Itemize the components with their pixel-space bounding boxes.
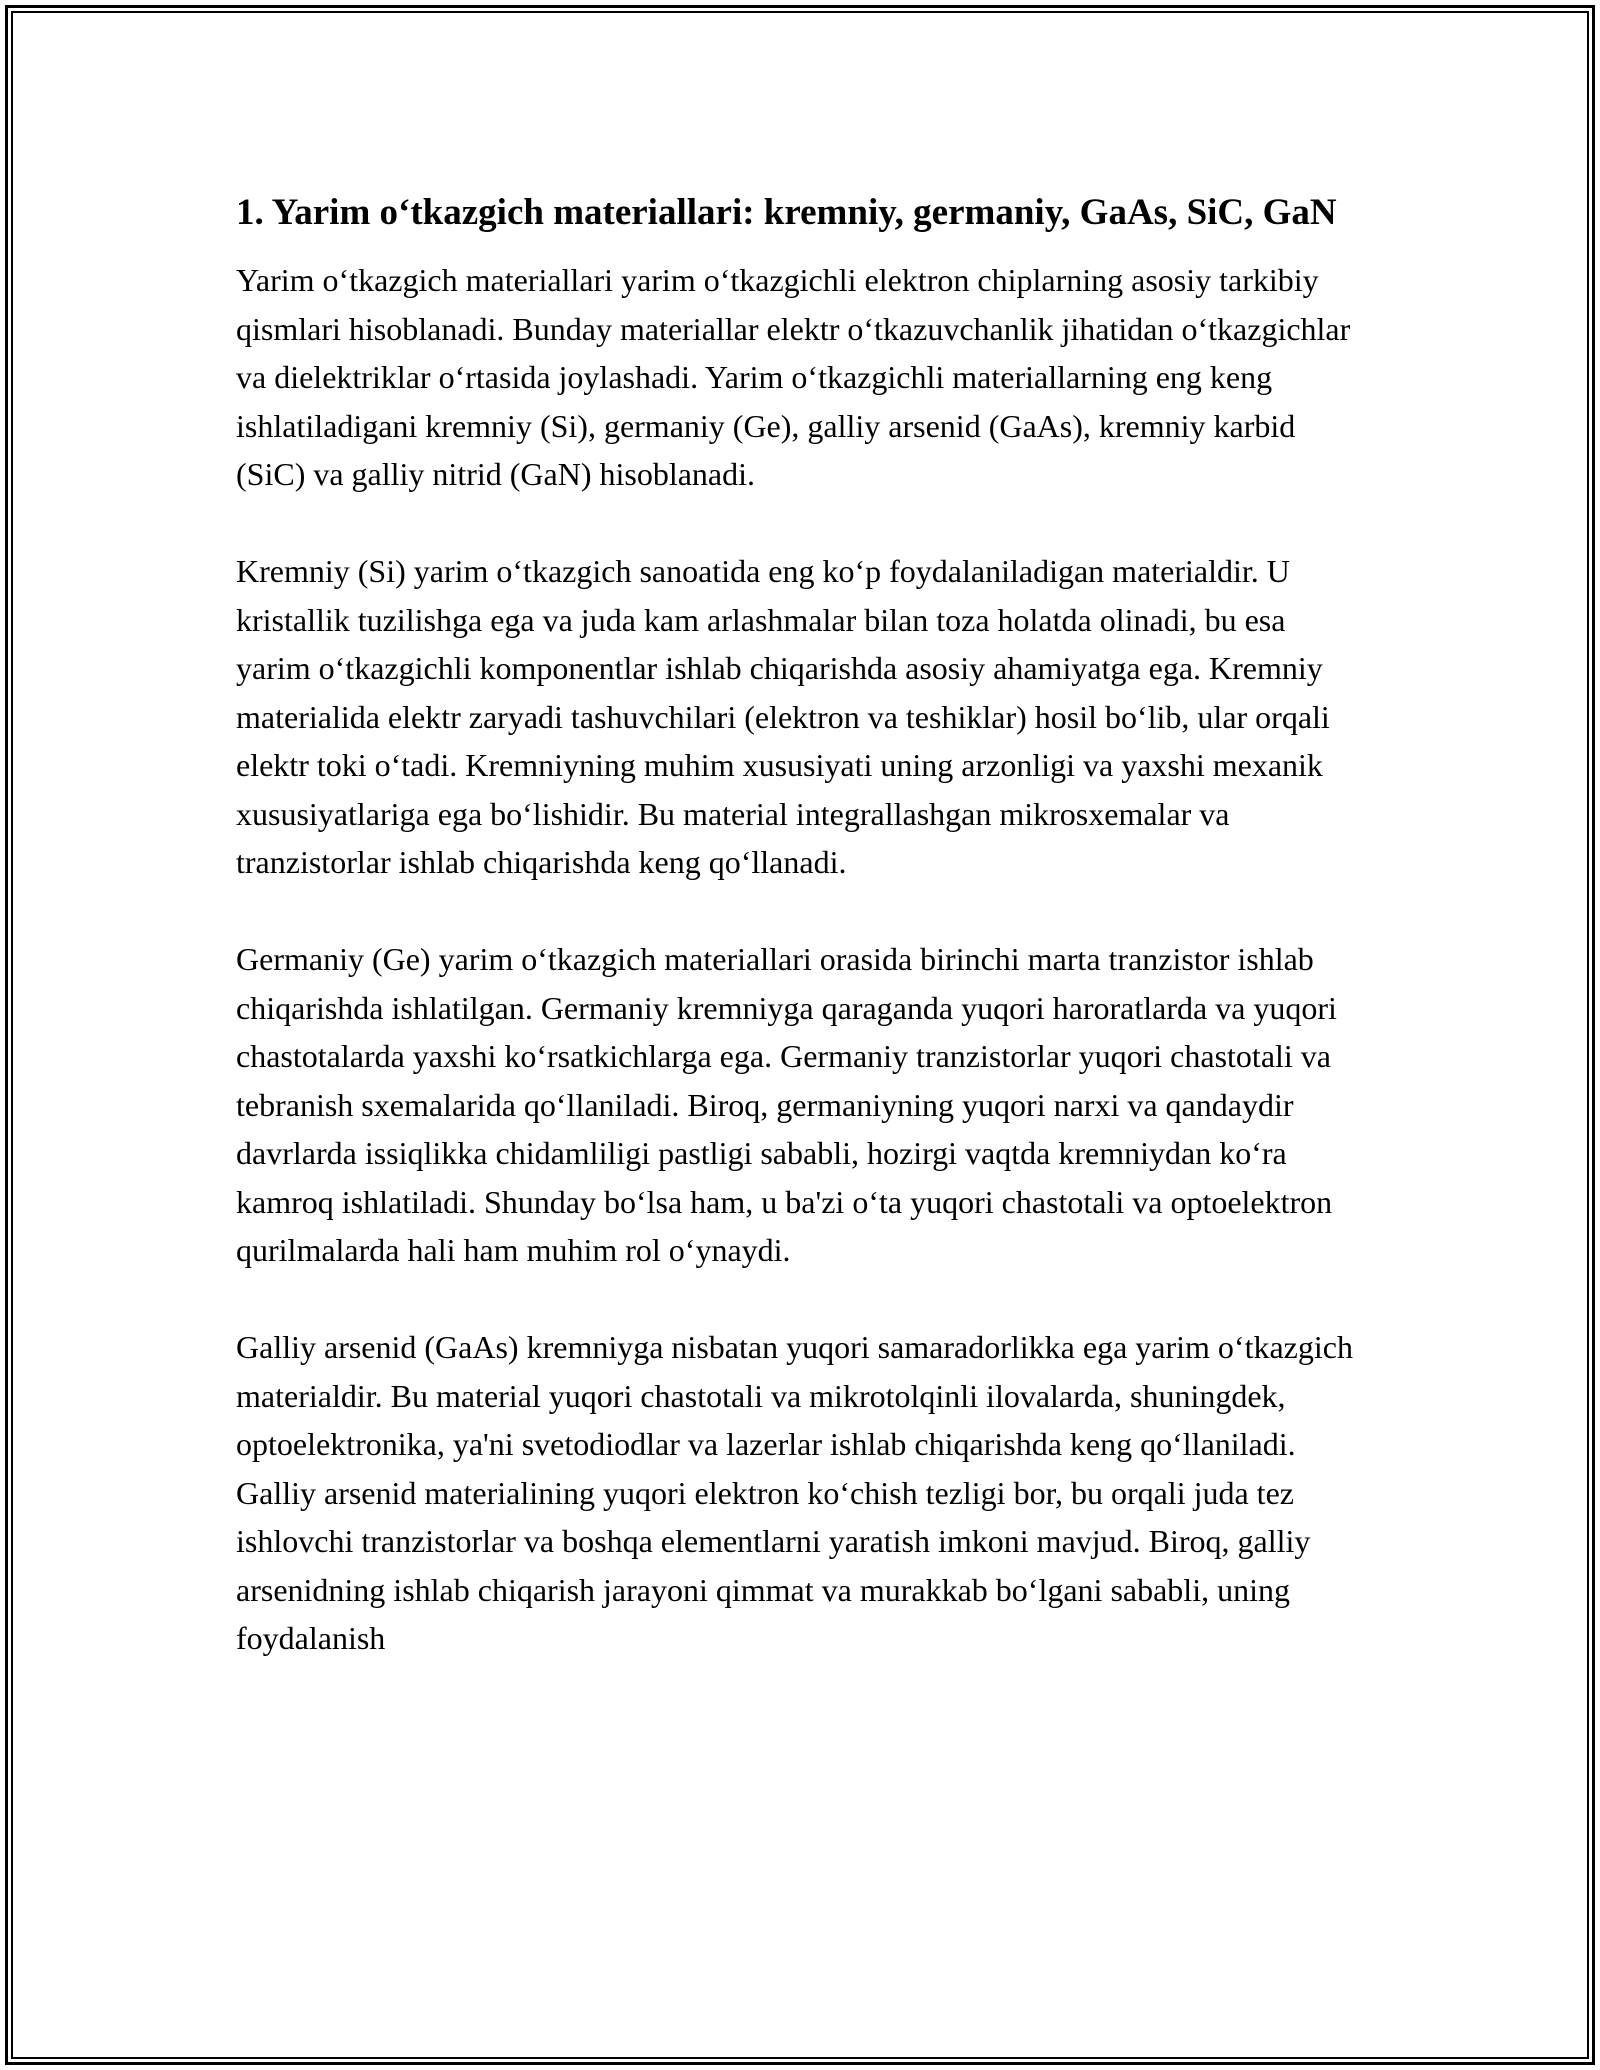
paragraph-germanium: Germaniy (Ge) yarim o‘tkazgich materiallari orasida birinchi marta tranzistor ishlab chiqarishda ishlatilgan. Germaniy kremniyga qaraganda yuqori haroratlarda va yuqori chastotalarda yaxshi ko‘rsatkichlarga ega. Germaniy tranzistorlar yuqori chastotali va tebranish sxemalarida qo‘llaniladi. Biroq, germaniyning yuqori narxi va qandaydir davrlarda issiqlikka chidamliligi pastligi sababli, hozirgi vaqtda kremniydan ko‘ra kamroq ishlatiladi. Shunday bo‘lsa ham, u ba'zi o‘ta yuqori chastotali va optoelektron qurilmalarda hali ham muhim rol o‘ynaydi.	[236, 941, 1337, 1268]
document-body	[236, 188, 1364, 1663]
paragraph-silicon: Kremniy (Si) yarim o‘tkazgich sanoatida eng ko‘p foydalaniladigan materialdir. U kristallik tuzilishga ega va juda kam arlashmalar bilan toza holatda olinadi, bu esa yarim o‘tkazgichli komponentlar ishlab chiqarishda asosiy ahamiyatga ega. Kremniy materialida elektr zaryadi tashuvchilari (elektron va teshiklar) hosil bo‘lib, ular orqali elektr toki o‘tadi. Kremniyning muhim xususiyati uning arzonligi va yaxshi mexanik xususiyatlariga ega bo‘lishidir. Bu material integrallashgan mikrosxemalar va tranzistorlar ishlab chiqarishda keng qo‘llanadi.	[236, 553, 1330, 880]
section-heading: 1. Yarim o‘tkazgich materiallari: kremniy, germaniy, GaAs, SiC, GaN	[236, 192, 1337, 233]
paragraph-intro: Yarim o‘tkazgich materiallari yarim o‘tkazgichli elektron chiplarning asosiy tarkibiy qismlari hisoblanadi. Bunday materiallar elektr o‘tkazuvchanlik jihatidan o‘tkazgichlar va dielektriklar o‘rtasida joylashadi. Yarim o‘tkazgichli materiallarning eng keng ishlatiladigani kremniy (Si), germaniy (Ge), galliy arsenid (GaAs), kremniy karbid (SiC) va galliy nitrid (GaN) hisoblanadi.	[236, 262, 1351, 492]
paragraph-gallium-arsenide: Galliy arsenid (GaAs) kremniyga nisbatan yuqori samaradorlikka ega yarim o‘tkazgich materialdir. Bu material yuqori chastotali va mikrotolqinli ilovalarda, shuningdek, optoelektronika, ya'ni svetodiodlar va lazerlar ishlab chiqarishda keng qo‘llaniladi. Galliy arsenid materialining yuqori elektron ko‘chish tezligi bor, bu orqali juda tez ishlovchi tranzistorlar va boshqa elementlarni yaratish imkoni mavjud. Biroq, galliy arsenidning ishlab chiqarish jarayoni qimmat va murakkab bo‘lgani sababli, uning foydalanish	[236, 1329, 1353, 1656]
